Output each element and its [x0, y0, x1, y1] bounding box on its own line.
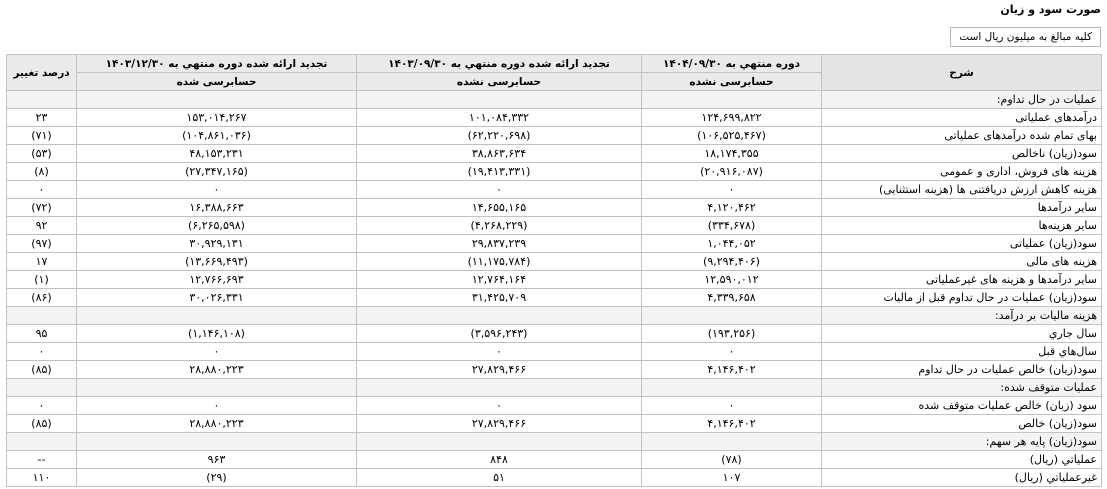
row-label: سال‌هاي قبل — [822, 343, 1102, 361]
cell-period-1403-09: ۳۱,۴۲۵,۷۰۹ — [357, 289, 642, 307]
cell-period-1404: (۱۹۳,۲۵۶) — [642, 325, 822, 343]
cell-change-percent: (۷۲) — [7, 199, 77, 217]
row-label: سایر درآمدها — [822, 199, 1102, 217]
cell-period-1403-09 — [357, 91, 642, 109]
section-row — [7, 91, 1102, 109]
table-row — [7, 217, 1102, 235]
cell-period-1403-09: (۳,۵۹۶,۲۴۳) — [357, 325, 642, 343]
cell-period-1403-12 — [77, 379, 357, 397]
table-row — [7, 361, 1102, 379]
header-change: درصد تغییر — [7, 55, 77, 91]
row-label: هزینه مالیات بر درآمد: — [822, 307, 1102, 325]
cell-period-1403-09 — [357, 433, 642, 451]
cell-period-1404 — [642, 379, 822, 397]
cell-period-1403-09: (۱۹,۴۱۳,۳۳۱) — [357, 163, 642, 181]
row-label: درآمدهای عملیاتی — [822, 109, 1102, 127]
page-title: صورت سود و زیان — [1000, 3, 1101, 16]
section-row — [7, 433, 1102, 451]
cell-period-1403-12: ۳۰,۰۲۶,۳۳۱ — [77, 289, 357, 307]
cell-period-1403-12: ۰ — [77, 343, 357, 361]
cell-change-percent: -- — [7, 451, 77, 469]
cell-period-1404: (۷۸) — [642, 451, 822, 469]
table-row — [7, 253, 1102, 271]
cell-change-percent: ۹۲ — [7, 217, 77, 235]
cell-change-percent: (۷۱) — [7, 127, 77, 145]
cell-period-1403-12: (۶,۲۶۵,۵۹۸) — [77, 217, 357, 235]
table-row — [7, 181, 1102, 199]
row-label: هزینه های فروش، اداری و عمومی — [822, 163, 1102, 181]
cell-period-1403-12: (۱۳,۶۶۹,۴۹۳) — [77, 253, 357, 271]
cell-change-percent: ۱۷ — [7, 253, 77, 271]
cell-change-percent: (۹۷) — [7, 235, 77, 253]
cell-period-1404: ۰ — [642, 343, 822, 361]
cell-period-1403-12: ۲۸,۸۸۰,۲۲۳ — [77, 361, 357, 379]
row-label: عملیاتي (ریال) — [822, 451, 1102, 469]
cell-period-1404: ۱۸,۱۷۴,۳۵۵ — [642, 145, 822, 163]
header-col1-sub: حسابرسی نشده — [642, 73, 822, 91]
cell-period-1403-09: ۵۱ — [357, 469, 642, 487]
units-note: کلیه مبالغ به میلیون ریال است — [950, 27, 1101, 47]
row-label: عملیات متوقف شده: — [822, 379, 1102, 397]
row-label: سود(زیان) خالص — [822, 415, 1102, 433]
cell-period-1404: (۱۰۶,۵۲۵,۴۶۷) — [642, 127, 822, 145]
cell-period-1403-09: ۸۴۸ — [357, 451, 642, 469]
cell-change-percent: ۰ — [7, 343, 77, 361]
cell-period-1404: ۱,۰۴۴,۰۵۲ — [642, 235, 822, 253]
row-label: عملیات در حال تداوم: — [822, 91, 1102, 109]
cell-change-percent: ۰ — [7, 181, 77, 199]
table-row — [7, 235, 1102, 253]
cell-change-percent: (۵۳) — [7, 145, 77, 163]
cell-period-1403-09: ۳۸,۸۶۳,۶۳۴ — [357, 145, 642, 163]
cell-period-1403-12 — [77, 307, 357, 325]
cell-period-1403-09: ۲۷,۸۲۹,۴۶۶ — [357, 415, 642, 433]
row-label: هزینه های مالی — [822, 253, 1102, 271]
table-row — [7, 397, 1102, 415]
table-row — [7, 289, 1102, 307]
cell-period-1404: ۴,۳۳۹,۶۵۸ — [642, 289, 822, 307]
cell-period-1404: ۱۰۷ — [642, 469, 822, 487]
table-row — [7, 199, 1102, 217]
cell-period-1403-09: ۱۴,۶۵۵,۱۶۵ — [357, 199, 642, 217]
section-row — [7, 307, 1102, 325]
cell-period-1404: ۱۲۴,۶۹۹,۸۲۲ — [642, 109, 822, 127]
cell-period-1404: ۰ — [642, 181, 822, 199]
cell-period-1404 — [642, 91, 822, 109]
table-row — [7, 469, 1102, 487]
cell-period-1403-09: ۲۷,۸۲۹,۴۶۶ — [357, 361, 642, 379]
cell-period-1403-12: (۱,۱۴۶,۱۰۸) — [77, 325, 357, 343]
cell-period-1404: ۱۲,۵۹۰,۰۱۲ — [642, 271, 822, 289]
row-label: بهاى تمام شده درآمدهای عملیاتی — [822, 127, 1102, 145]
cell-period-1403-12: (۲۷,۳۴۷,۱۶۵) — [77, 163, 357, 181]
cell-period-1403-12: ۲۸,۸۸۰,۲۲۳ — [77, 415, 357, 433]
cell-period-1403-12: ۱۶,۳۸۸,۶۶۳ — [77, 199, 357, 217]
table-body — [7, 91, 1102, 487]
cell-period-1403-09: ۱۰۱,۰۸۴,۳۳۲ — [357, 109, 642, 127]
header-col3-title: تجدید ارائه شده دوره منتهي به ۱۴۰۳/۱۲/۳۰ — [77, 55, 357, 73]
cell-period-1403-12: (۲۹) — [77, 469, 357, 487]
cell-change-percent: (۸۵) — [7, 361, 77, 379]
cell-period-1403-12 — [77, 433, 357, 451]
cell-period-1403-09: (۱۱,۱۷۵,۷۸۴) — [357, 253, 642, 271]
row-label: غیرعملیاتي (ریال) — [822, 469, 1102, 487]
row-label: سود (زیان) خالص عملیات متوقف شده — [822, 397, 1102, 415]
row-label: سال جاري — [822, 325, 1102, 343]
cell-period-1403-09: ۰ — [357, 397, 642, 415]
row-label: سایر هزینه‌ها — [822, 217, 1102, 235]
cell-period-1403-09 — [357, 379, 642, 397]
cell-change-percent: (۸۶) — [7, 289, 77, 307]
table-row — [7, 415, 1102, 433]
cell-period-1403-12: ۴۸,۱۵۳,۲۳۱ — [77, 145, 357, 163]
row-label: سود(زیان) ناخالص — [822, 145, 1102, 163]
cell-period-1404: ۰ — [642, 397, 822, 415]
cell-change-percent: ۹۵ — [7, 325, 77, 343]
table-row — [7, 451, 1102, 469]
row-label: هزینه کاهش ارزش دریافتنی ها (هزینه استثنایی) — [822, 181, 1102, 199]
table-row — [7, 271, 1102, 289]
cell-period-1403-12: ۹۶۳ — [77, 451, 357, 469]
cell-period-1403-09: ۲۹,۸۳۷,۲۳۹ — [357, 235, 642, 253]
cell-change-percent — [7, 307, 77, 325]
cell-change-percent: ۰ — [7, 397, 77, 415]
cell-change-percent: ۲۳ — [7, 109, 77, 127]
table-row — [7, 109, 1102, 127]
cell-change-percent — [7, 379, 77, 397]
cell-period-1403-12: ۱۵۳,۰۱۴,۲۶۷ — [77, 109, 357, 127]
row-label: سود(زیان) پایه هر سهم: — [822, 433, 1102, 451]
cell-period-1403-12: ۰ — [77, 181, 357, 199]
cell-period-1404: ۴,۱۴۶,۴۰۲ — [642, 361, 822, 379]
cell-period-1403-09: ۰ — [357, 343, 642, 361]
cell-period-1403-12: ۰ — [77, 397, 357, 415]
cell-period-1403-12: ۱۲,۷۶۶,۶۹۳ — [77, 271, 357, 289]
row-label: سود(زیان) عملیات در حال تداوم قبل از مالیات — [822, 289, 1102, 307]
cell-period-1403-09: ۰ — [357, 181, 642, 199]
header-col3-sub: حسابرسی شده — [77, 73, 357, 91]
cell-period-1404: (۲۰,۹۱۶,۰۸۷) — [642, 163, 822, 181]
cell-period-1403-09: (۴,۲۶۸,۲۲۹) — [357, 217, 642, 235]
cell-change-percent: (۱) — [7, 271, 77, 289]
cell-period-1403-12: (۱۰۴,۸۶۱,۰۳۶) — [77, 127, 357, 145]
cell-period-1404: ۴,۱۴۶,۴۰۲ — [642, 415, 822, 433]
cell-change-percent — [7, 91, 77, 109]
section-row — [7, 379, 1102, 397]
table-row — [7, 163, 1102, 181]
cell-period-1404: (۹,۲۹۴,۴۰۶) — [642, 253, 822, 271]
income-statement-table — [6, 54, 1102, 487]
header-col2-title: تجدید ارائه شده دوره منتهي به ۱۴۰۳/۰۹/۳۰ — [357, 55, 642, 73]
cell-change-percent: (۸) — [7, 163, 77, 181]
cell-period-1404: ۴,۱۲۰,۴۶۲ — [642, 199, 822, 217]
cell-period-1403-09 — [357, 307, 642, 325]
cell-period-1404 — [642, 433, 822, 451]
row-label: سایر درآمدها و هزینه های غیرعملیاتی — [822, 271, 1102, 289]
header-col1-title: دوره منتهي به ۱۴۰۴/۰۹/۳۰ — [642, 55, 822, 73]
header-description: شرح — [822, 55, 1102, 91]
cell-period-1403-09: (۶۲,۲۲۰,۶۹۸) — [357, 127, 642, 145]
table-row — [7, 325, 1102, 343]
table-row — [7, 343, 1102, 361]
row-label: سود(زیان) عملیاتی — [822, 235, 1102, 253]
cell-period-1403-09: ۱۲,۷۶۴,۱۶۴ — [357, 271, 642, 289]
cell-period-1404: (۳۳۴,۶۷۸) — [642, 217, 822, 235]
table-row — [7, 145, 1102, 163]
table-row — [7, 127, 1102, 145]
cell-period-1403-12: ۳۰,۹۲۹,۱۳۱ — [77, 235, 357, 253]
cell-period-1403-12 — [77, 91, 357, 109]
cell-change-percent: ۱۱۰ — [7, 469, 77, 487]
cell-change-percent: (۸۵) — [7, 415, 77, 433]
row-label: سود(زیان) خالص عملیات در حال تداوم — [822, 361, 1102, 379]
header-col2-sub: حسابرسی نشده — [357, 73, 642, 91]
cell-period-1404 — [642, 307, 822, 325]
cell-change-percent — [7, 433, 77, 451]
